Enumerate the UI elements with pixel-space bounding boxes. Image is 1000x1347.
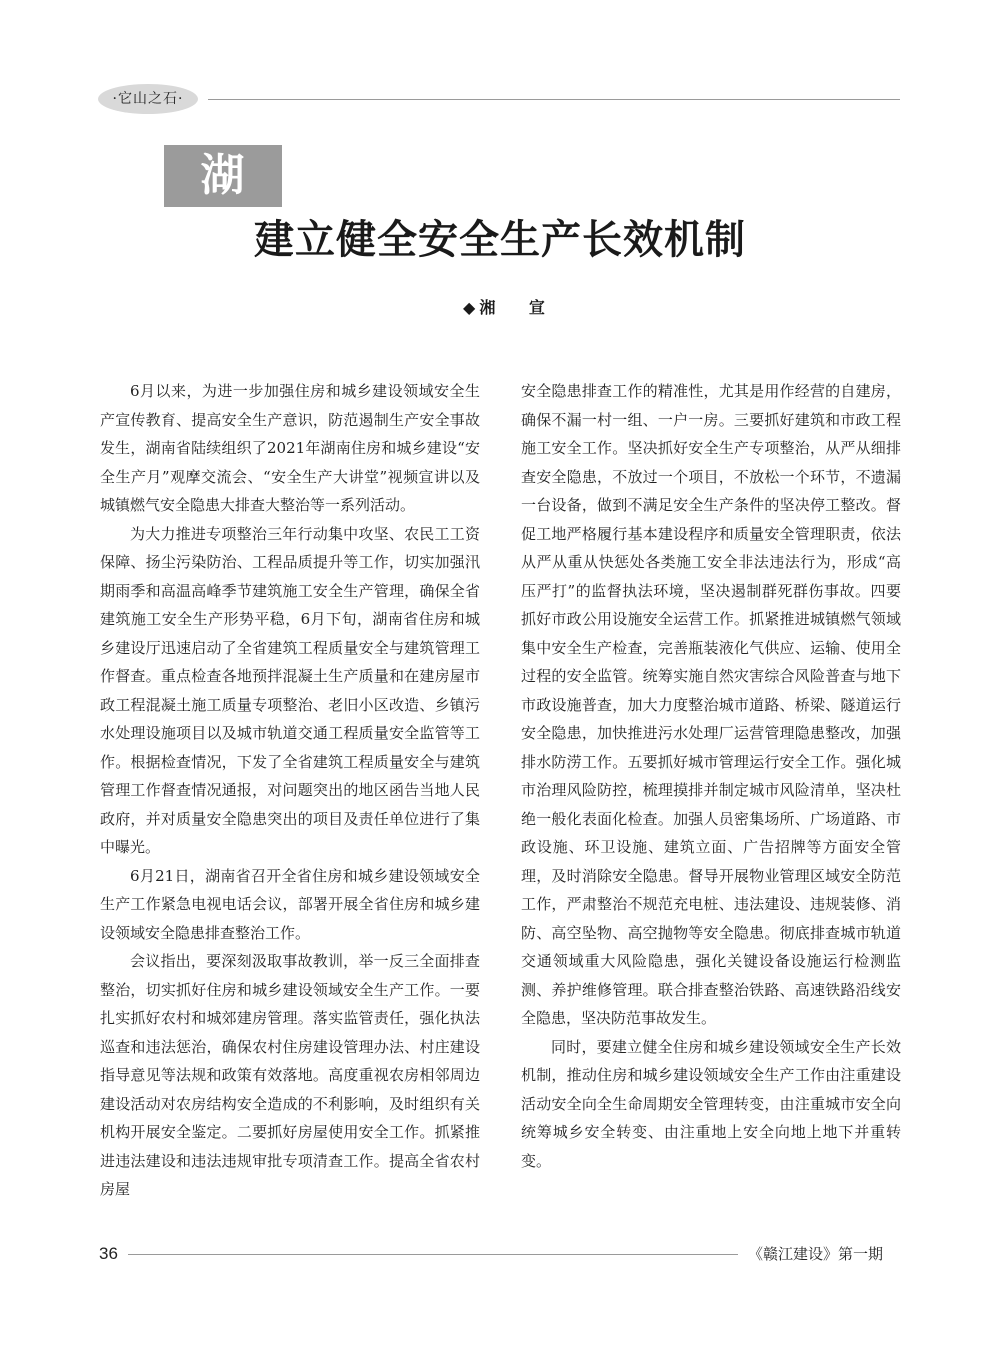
paragraph: 同时，要建立健全住房和城乡建设领域安全生产长效机制，推动住房和城乡建设领域安全生产工作由注重建设活动安全向全生命周期安全管理转变，由注重城市安全向统筹城乡安全转变、由注重地上安全向地上地下并重转变。 <box>521 1037 901 1170</box>
paragraph: 6月21日，湖南省召开全省住房和城乡建设领域安全生产工作紧急电视电话会议，部署开展全省住房和城乡建设领域安全隐患排查整治工作。 <box>100 866 480 942</box>
body-column-right <box>521 377 901 1175</box>
title-subtitle: 建立健全安全生产长效机制 <box>254 217 746 263</box>
page-number: 36 <box>99 1244 118 1263</box>
journal-name: 《赣江建设》第一期 <box>748 1245 884 1263</box>
paragraph: 为大力推进专项整治三年行动集中攻坚、农民工工资保障、扬尘污染防治、工程品质提升等工作，切实加强汛期雨季和高温高峰季节建筑施工安全生产管理，确保全省建筑施工安全生产形势平稳，6月下旬，湖南省住房和城乡建设厅迅速启动了全省建筑工程质量安全与建筑管理工作督查。重点检查各地预拌混凝土生产质量和在建房屋市政工程混凝土施工质量专项整治、老旧小区改造、乡镇污水处理设施项目以及城市轨道交通工程质量安全监管等工作。根据检查情况，下发了全省建筑工程质量安全与建筑管理工作督查情况通报，对问题突出的地区函告当地人民政府，并对质量安全隐患突出的项目及责任单位进行了集中曝光。 <box>100 524 480 856</box>
body-column-left <box>100 377 480 1204</box>
paragraph: 6月以来，为进一步加强住房和城乡建设领域安全生产宣传教育、提高安全生产意识，防范遏制生产安全事故发生，湖南省陆续组织了2021年湖南住房和城乡建设“安全生产月”观摩交流会、“安全生产大讲堂”视频宣讲以及城镇燃气安全隐患大排查大整治等一系列活动。 <box>100 382 480 514</box>
author-name: 湘 宣 <box>479 298 559 317</box>
header-divider <box>208 99 900 100</box>
byline <box>463 296 559 320</box>
section-tag: ·它山之石· <box>98 84 198 114</box>
paragraph-continuation: 安全隐患排查工作的精准性，尤其是用作经营的自建房，确保不漏一村一组、一户一房。三要抓好建筑和市政工程施工安全工作。坚决抓好安全生产专项整治，从严从细排查安全隐患，不放过一个项目，不放松一个环节，不遗漏一台设备，做到不满足安全生产条件的坚决停工整改。督促工地严格履行基本建设程序和质量安全管理职责，依法从严从重从快惩处各类施工安全非法违法行为，形成“高压严打”的监督执法环境，坚决遏制群死群伤事故。四要抓好市政公用设施安全运营工作。抓紧推进城镇燃气领域集中安全生产检查，完善瓶装液化气供应、运输、使用全过程的安全监管。统筹实施自然灾害综合风险普查与地下市政设施普查，加大力度整治城市道路、桥梁、隧道运行安全隐患，加快推进污水处理厂运营管理隐患整改，加强排水防涝工作。五要抓好城市管理运行安全工作。强化城市治理风险防控，梳理摸排并制定城市风险清单，坚决杜绝一般化表面化检查。加强人员密集场所、广场道路、市政设施、环卫设施、建筑立面、广告招牌等方面安全管理，及时消除安全隐患。督导开展物业管理区域安全防范工作，严肃整治不规范充电桩、违法建设、违规装修、消防、高空坠物、高空抛物等安全隐患。彻底排查城市轨道交通领域重大风险隐患，强化关键设备设施运行检测监测、养护维修管理。联合排查整治铁路、高速铁路沿线安全隐患，坚决防范事故发生。 <box>521 382 901 1027</box>
paragraph: 会议指出，要深刻汲取事故教训，举一反三全面排查整治，切实抓好住房和城乡建设领域安全生产工作。一要扎实抓好农村和城郊建房管理。落实监管责任，强化执法巡查和违法惩治，确保农村住房建设管理办法、村庄建设指导意见等法规和政策有效落地。高度重视农房相邻周边建设活动对农房结构安全造成的不利影响，及时组织有关机构开展安全鉴定。二要抓好房屋使用安全工作。抓紧推进违法建设和违法违规审批专项清查工作。提高全省农村房屋 <box>100 952 480 1198</box>
footer-divider <box>128 1254 738 1255</box>
title-main: 湖南： <box>164 145 282 207</box>
diamond-icon: ◆ <box>463 298 476 317</box>
